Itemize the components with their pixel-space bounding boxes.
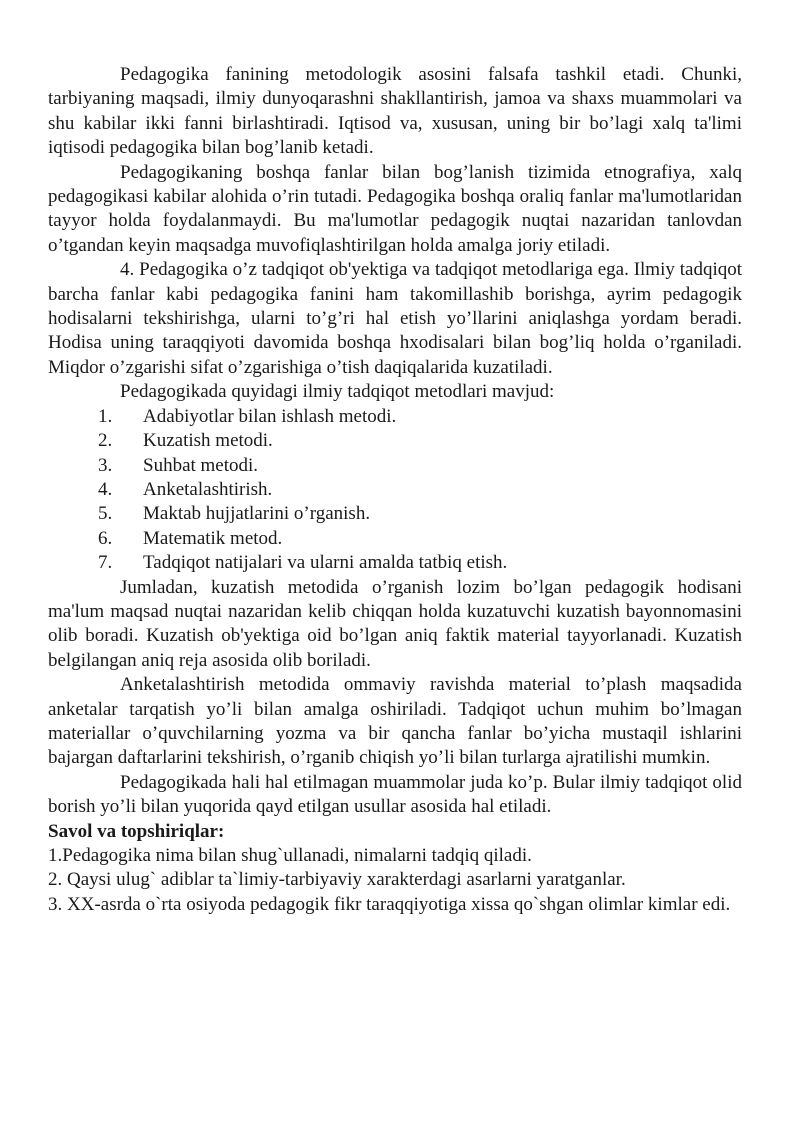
- paragraph: Jumladan, kuzatish metodida o’rganish lozim bo’lgan pedagogik hodisani ma'lum maqsad nuqtai nazaridan kelib chiqqan holda kuzatuvchi kuzatish bayonnomasini olib boradi. Kuzatish ob'yektiga oid bo’lgan aniq faktik material tayyorlanadi. Kuzatish belgilangan aniq reja asosida olib boriladi.: [48, 576, 742, 671]
- document-page: [48, 63, 742, 917]
- list-number: 5.: [98, 503, 113, 525]
- question-item: 3. XX-asrda o`rta osiyoda pedagogik fikr taraqqiyotiga xissa qo`shgan olimlar kimlar edi.: [48, 893, 731, 915]
- paragraph: Pedagogikaning boshqa fanlar bilan bog’lanish tizimida etnografiya, xalq pedagogikasi kabilar alohida o’rin tutadi. Pedagogika boshqa oraliq fanlar ma'lumotlaridan tayyor holda foydalanmaydi. Bu ma'lumotlar pedagogik nuqtai nazaridan tanlovdan o’tgandan keyin maqsadga muvofiqlashtirilgan holda amalga joriy etiladi.: [48, 161, 742, 256]
- list-item-text: Kuzatish metodi.: [143, 430, 273, 452]
- methods-list: [48, 405, 742, 576]
- paragraph: Pedagogika fanining metodologik asosini falsafa tashkil etadi. Chunki, tarbiyaning maqsadi, ilmiy dunyoqarashni shakllantirish, jamoa va shaxs muammolari va shu kabilar ikki fanni birlashtiradi. Iqtisod va, xususan, uning bir bo’lagi xalq ta'limi iqtisodi pedagogika bilan bog’lanib ketadi.: [48, 64, 742, 159]
- list-item-text: Maktab hujjatlarini o’rganish.: [143, 503, 371, 525]
- list-number: 7.: [98, 552, 113, 574]
- methods-intro: Pedagogikada quyidagi ilmiy tadqiqot metodlari mavjud:: [120, 381, 555, 403]
- list-number: 4.: [98, 478, 113, 500]
- question-item: 1.Pedagogika nima bilan shug`ullanadi, nimalarni tadqiq qiladi.: [48, 845, 532, 866]
- list-item: [48, 405, 742, 429]
- list-item-text: Matematik metod.: [143, 527, 283, 549]
- paragraph: Pedagogikada hali hal etilmagan muammolar juda ko’p. Bular ilmiy tadqiqot olid borish yo’li bilan yuqorida qayd etilgan usullar asosida hal etiladi.: [48, 771, 742, 818]
- list-item-text: Adabiyotlar bilan ishlash metodi.: [143, 405, 397, 427]
- list-item: [48, 454, 742, 478]
- list-item: [48, 478, 742, 502]
- list-number: 6.: [98, 527, 113, 549]
- paragraph: 4. Pedagogika o’z tadqiqot ob'yektiga va tadqiqot metodlariga ega. Ilmiy tadqiqot barcha fanlar kabi pedagogika fanini ham takomillashib borishga, ayrim pedagogik hodisalarni tekshirishga, ularni to’g’ri hal etish yo’llarini aniqlashga yordam beradi. Hodisa uning taraqqiyoti davomida boshqa hxodisalari bilan bog’liq holda o’rganiladi. Miqdor o’zgarishi sifat o’zgarishiga o’tish daqiqalarida kuzatiladi.: [48, 259, 742, 378]
- list-item: [48, 429, 742, 453]
- list-item: [48, 527, 742, 551]
- list-number: 3.: [98, 454, 113, 476]
- list-number: 2.: [98, 430, 113, 452]
- list-number: 1.: [98, 405, 113, 427]
- list-item: [48, 551, 742, 575]
- list-item-text: Tadqiqot natijalari va ularni amalda tatbiq etish.: [143, 552, 508, 574]
- question-item: 2. Qaysi ulug` adiblar ta`limiy-tarbiyaviy xarakterdagi asarlarni yaratganlar.: [48, 869, 626, 891]
- list-item-text: Suhbat metodi.: [143, 454, 259, 476]
- list-item-text: Anketalashtirish.: [143, 478, 273, 500]
- paragraph: Anketalashtirish metodida ommaviy ravishda material to’plash maqsadida anketalar tarqatish yo’li bilan amalga oshiriladi. Tadqiqot uchun muhim bo’lmagan materiallar o’quvchilarning yozma va bir qancha fanlar bo’yicha mustaqil ishlarini bajargan daftarlarini tekshirish, o’rganib chiqish yo’li bilan turlarga ajratilishi mumkin.: [48, 674, 742, 769]
- questions-heading: Savol va topshiriqlar:: [48, 820, 225, 842]
- list-item: [48, 502, 742, 526]
